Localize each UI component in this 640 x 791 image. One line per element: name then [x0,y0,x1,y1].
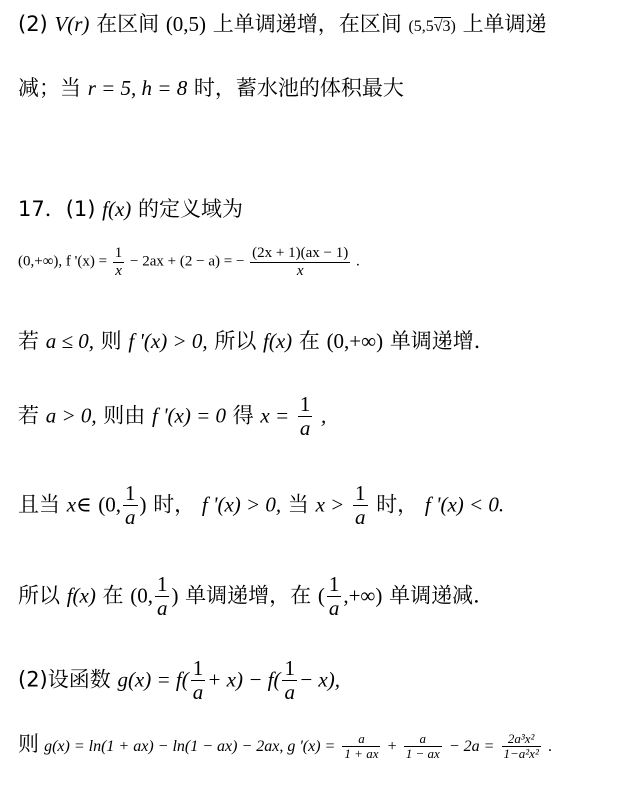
text: 时， [153,492,196,517]
math-expr: x∈ [66,492,92,517]
text: 所以 [214,329,257,353]
fraction: $\frac{a}{1 - ax}$ [405,730,440,761]
sqrt-expr: √3 [433,18,451,35]
math-expr: x = [260,403,290,428]
text: 在区间 [96,12,160,36]
text: 时，蓄水池的体积最大 [193,76,404,100]
line-6 [18,393,326,440]
math-expr: (0,5) [165,12,207,36]
fraction: $\frac{(2x + 1)(ax - 1)}{x}$ [252,245,349,279]
text: 时， [376,492,419,517]
math-expr: + x) − f( [207,667,281,692]
fraction: $\frac{1}{a}$ [284,656,295,705]
fraction: $\frac{1}{a}$ [192,656,204,705]
fraction: $\frac{\text{2a³x²}}{\text{1−a²x²}}$ [503,730,539,761]
math-expr: (0,+∞) [326,329,384,353]
math-expr: + [387,738,397,755]
text: 上单调递 [462,12,547,36]
text: 上单调递增，在区间 [212,12,402,36]
fraction: $\frac{1}{a}$ [125,481,136,530]
line-10 [18,728,552,761]
math-expr: − x), [298,667,340,692]
line-4 [18,245,360,279]
text: 当 [287,492,309,517]
line-1 [18,8,547,38]
math-expr: − 2ax + (2 − a) = − [130,253,245,270]
text: (2)设函数 [18,667,111,692]
math-expr: . [355,253,360,270]
text: (2) [18,12,48,36]
line-2 [18,72,404,102]
text: 则 [18,732,39,756]
math-expr: (0,+∞), f '(x) = [18,253,108,270]
math-expr: g(x) = f( [117,667,189,692]
math-expr: f '(x) > 0, [201,492,282,517]
math-expr: V(r) [54,12,90,36]
fraction: $\frac{1}{a}$ [299,392,311,441]
fraction: $\frac{1}{x}$ [114,245,123,279]
text: 在 [298,329,320,353]
math-expr: ( [317,583,325,608]
math-expr: (5,5 [408,18,434,35]
fraction: $\frac{a}{1 + ax}$ [344,730,379,761]
fraction: $\frac{1}{a}$ [355,481,366,530]
math-expr: ) [139,492,147,517]
math-expr: x > [315,492,345,517]
math-expr: − 2a = [448,738,495,755]
text: 单调递减． [389,583,495,608]
math-expr: a > 0, [45,403,97,428]
math-expr: f(x) [102,197,132,221]
text: 单调递增，在 [185,583,312,608]
text: 则由 [103,403,146,428]
text: 若 [18,403,39,428]
math-expr: (0, [130,583,153,608]
math-expr: r = 5, h = 8 [87,76,188,100]
fraction: $\frac{1}{a}$ [328,572,340,621]
line-7 [18,482,504,529]
math-expr: f(x) [263,329,293,353]
text: 单调递增． [389,329,495,353]
math-expr: (0, [98,492,121,517]
math-expr: f '(x) = 0 [151,403,227,428]
math-expr: a ≤ 0, [45,329,94,353]
problem-number: 17．(1) [18,197,96,221]
line-9 [18,657,340,704]
text: 减；当 [18,76,81,100]
math-expr: f '(x) > 0, [128,329,208,353]
line-8 [18,573,494,620]
math-expr: f(x) [66,583,96,608]
math-expr: g(x) = ln(1 + ax) − ln(1 − ax) − 2ax, g '(x) = [44,738,336,755]
math-expr: , [321,403,327,428]
fraction: $\frac{1}{a}$ [156,572,168,621]
text: 的定义域为 [138,197,243,221]
text: 得 [232,403,254,428]
text: 在 [102,583,124,608]
text: 则 [100,329,122,353]
line-3 [18,193,243,223]
text: 且当 [18,492,60,517]
math-expr: ,+∞) [343,583,383,608]
math-expr: f '(x) < 0. [424,492,505,517]
math-expr: ) [450,18,456,35]
math-expr: . [547,738,552,755]
text: 若 [18,329,39,353]
math-expr: ) [171,583,179,608]
text: 所以 [18,583,60,608]
line-5 [18,325,495,355]
